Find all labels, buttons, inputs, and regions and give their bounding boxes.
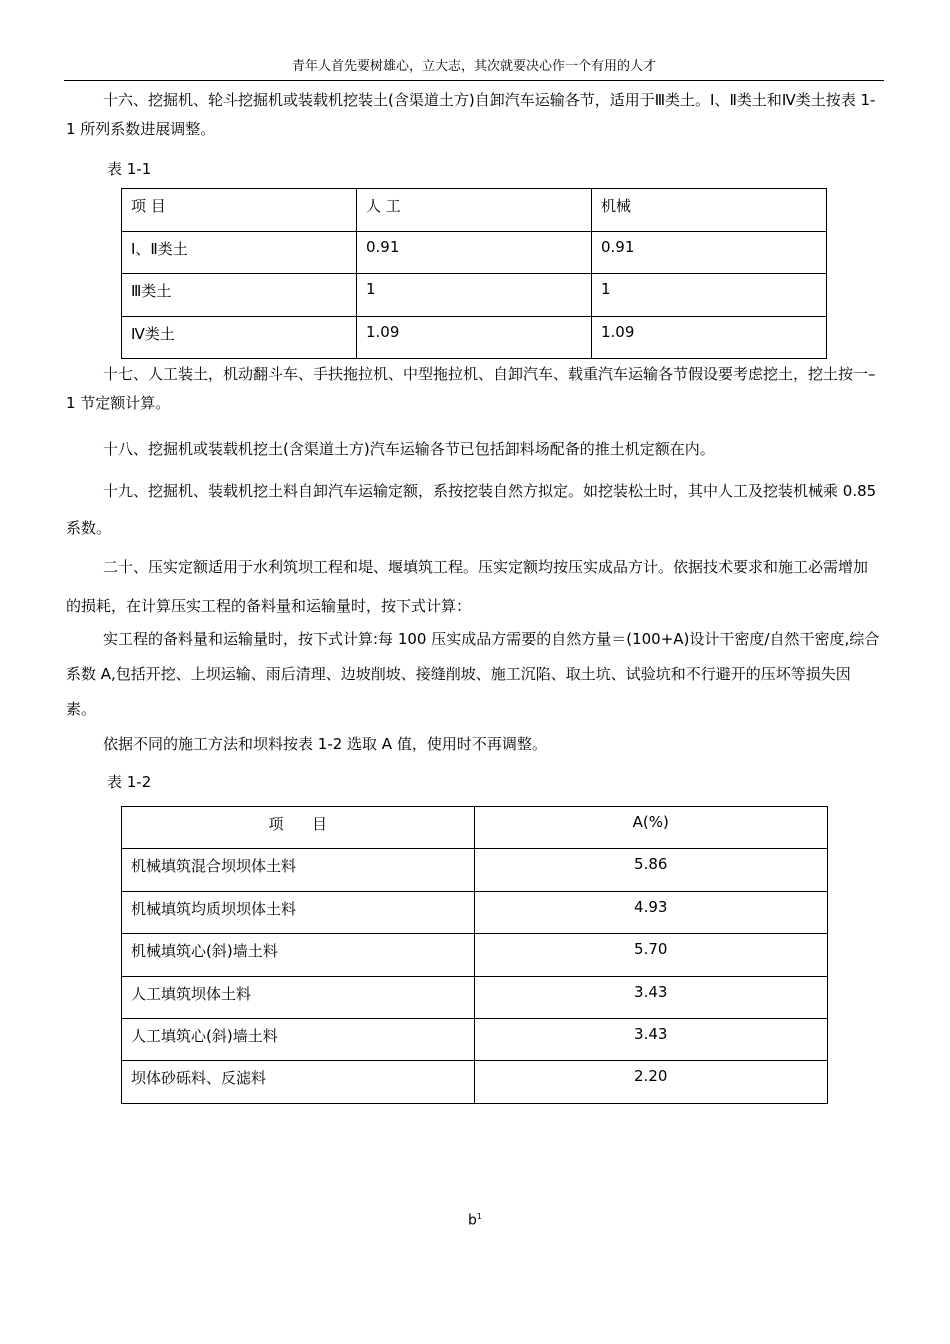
table-cell: 3.43 [474, 1018, 827, 1060]
table-header-cell: 机械 [592, 189, 827, 232]
header-divider [64, 80, 884, 81]
table-header-row [122, 807, 828, 849]
table1-label: 表 1-1 [107, 160, 152, 178]
table-cell: 人工填筑坝体土料 [122, 976, 475, 1018]
table-cell: 0.91 [357, 231, 592, 274]
table-cell: 5.70 [474, 934, 827, 976]
table-cell: 4.93 [474, 891, 827, 933]
table-cell: 人工填筑心(斜)墙土料 [122, 1018, 475, 1060]
table-cell: 坝体砂砾料、反滤料 [122, 1061, 475, 1103]
table-row [122, 849, 828, 891]
paragraph-17: 十七、人工装土，机动翻斗车、手扶拖拉机、中型拖拉机、自卸汽车、载重汽车运输各节假设要考虑挖土，挖土按一–1 节定额计算。 [66, 365, 876, 412]
page-header-motto: 青年人首先要树雄心，立大志，其次就要决心作一个有用的人才 [291, 59, 656, 74]
table-cell: Ⅳ类土 [122, 316, 357, 359]
table-row [122, 231, 827, 274]
page-number: b [468, 1212, 477, 1229]
paragraph-18: 十八、挖掘机或装载机挖土(含渠道土方)汽车运输各节已包括卸料场配备的推土机定额在内。 [103, 440, 715, 458]
table-row [122, 976, 828, 1018]
table-header-cell: 人 工 [357, 189, 592, 232]
paragraph-22: 依据不同的施工方法和坝料按表 1-2 选取 A 值，使用时不再调整。 [103, 735, 547, 753]
table-row [122, 316, 827, 359]
table-header-cell: 项 目 [122, 807, 475, 849]
table-cell: 0.91 [592, 231, 827, 274]
paragraph-19: 十九、挖掘机、装载机挖土料自卸汽车运输定额，系按挖装自然方拟定。如挖装松土时，其中人工及挖装机械乘 0.85 系数。 [66, 482, 877, 537]
page-footer [0, 1212, 950, 1229]
table-1-1 [121, 188, 827, 359]
table-row [122, 1061, 828, 1103]
paragraph-20: 二十、压实定额适用于水利筑坝工程和堤、堰填筑工程。压实定额均按压实成品方计。依据技术要求和施工必需增加的损耗，在计算压实工程的备料量和运输量时，按下式计算： [66, 558, 869, 615]
paragraph-21: 实工程的备料量和运输量时，按下式计算:每 100 压实成品方需要的自然方量＝(100+A)设计干密度/自然干密度,综合系数 A,包括开挖、上坝运输、雨后清理、边坡削坡、接缝削坡、施工沉陷、取土坑、试验坑和不行避开的压坏等损失因素。 [66, 630, 880, 718]
table-cell: 1 [592, 274, 827, 317]
table-header-cell: 项 目 [122, 189, 357, 232]
table-cell: 1.09 [592, 316, 827, 359]
table-cell: 1.09 [357, 316, 592, 359]
table-cell: Ⅰ、Ⅱ类土 [122, 231, 357, 274]
table-cell: 1 [357, 274, 592, 317]
table-cell: 5.86 [474, 849, 827, 891]
page-number-superscript: 1 [476, 1212, 482, 1221]
table-row [122, 891, 828, 933]
table-header-row [122, 189, 827, 232]
table2-label: 表 1-2 [107, 773, 152, 791]
table-cell: 机械填筑混合坝坝体土料 [122, 849, 475, 891]
table-cell: 2.20 [474, 1061, 827, 1103]
table-cell: 机械填筑均质坝坝体土料 [122, 891, 475, 933]
table-cell: 机械填筑心(斜)墙土料 [122, 934, 475, 976]
table-1-2 [121, 806, 828, 1104]
table-row [122, 1018, 828, 1060]
paragraph-16: 十六、挖掘机、轮斗挖掘机或装载机挖装土(含渠道土方)自卸汽车运输各节，适用于Ⅲ类土。Ⅰ、Ⅱ类土和Ⅳ类土按表 1-1 所列系数进展调整。 [66, 91, 876, 138]
table-cell: Ⅲ类土 [122, 274, 357, 317]
table-cell: 3.43 [474, 976, 827, 1018]
table-row [122, 934, 828, 976]
table-row [122, 274, 827, 317]
table-header-cell: A(%) [474, 807, 827, 849]
